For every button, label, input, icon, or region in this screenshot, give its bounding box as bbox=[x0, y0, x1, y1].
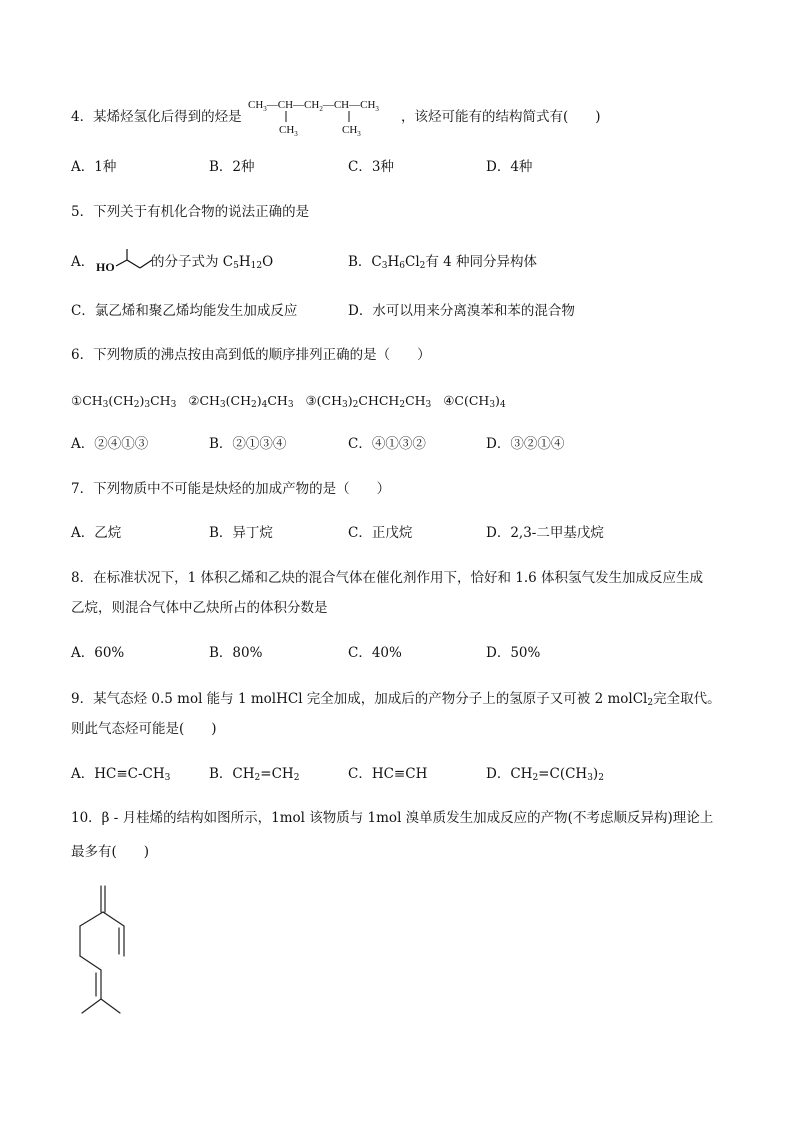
q4-hydrocarbon-formula bbox=[246, 95, 406, 139]
q4-option-d[interactable]: D．4种 bbox=[486, 159, 533, 175]
q5-option-a[interactable]: A． bbox=[71, 254, 95, 270]
q9-option-c[interactable]: C．HC≡CH bbox=[348, 766, 428, 782]
q9-stem-line-1: 9．某气态烃 0.5 mol 能与 1 molHCl 完全加成，加成后的产物分子上的氢原子又可被 2 molCl$_2$完全取代。 bbox=[71, 691, 721, 708]
q8-option-a[interactable]: A．60% bbox=[71, 645, 125, 661]
q6-compound-3: $③(CH_3)_2CHCH_2CH_3$ bbox=[305, 393, 432, 410]
q9-option-a[interactable]: A．$HC\equiv C-CH_3$ bbox=[71, 766, 171, 783]
q6-option-d[interactable]: D．③②①④ bbox=[486, 436, 565, 452]
q10-stem-line-2: 最多有( ) bbox=[71, 844, 150, 860]
q4-stem-before: 4．某烯烃氢化后得到的烃是 bbox=[71, 109, 242, 125]
q5-option-b[interactable]: B．$C_3H_6Cl_2$有 4 种同分异构体 bbox=[348, 254, 538, 271]
q7-stem: 7．下列物质中不可能是炔烃的加成产物的是（ ） bbox=[71, 481, 391, 497]
q6-compound-1: $①CH_3(CH_2)_3CH_3$ bbox=[71, 393, 177, 410]
q4-option-b[interactable]: B．2种 bbox=[209, 159, 255, 175]
svg-text:CH3—CH—CH2—CH—CH3: $CH_3—CH—CH_2—CH—CH_3$ bbox=[248, 99, 379, 113]
q8-option-c[interactable]: C．40% bbox=[348, 645, 402, 661]
q4-stem-after: ，该烃可能有的结构简式有( ) bbox=[401, 109, 601, 125]
q10-stem-line-1: 10．β - 月桂烯的结构如图所示，1mol 该物质与 1mol 溴单质发生加成反应的产物(不考虑顺反异构)理论上 bbox=[71, 810, 714, 826]
q4-stem bbox=[71, 107, 242, 127]
q4-option-c[interactable]: C．3种 bbox=[348, 159, 394, 175]
q9-option-b[interactable]: B．$CH_2=CH_2$ bbox=[209, 766, 300, 783]
q4-branch-2: $CH_3$ bbox=[342, 124, 361, 138]
q6-stem: 6．下列物质的沸点按由高到低的顺序排列正确的是（ ） bbox=[71, 347, 431, 363]
q7-option-b[interactable]: B．异丁烷 bbox=[209, 525, 273, 541]
q5-option-c[interactable]: C．氯乙烯和聚乙烯均能发生加成反应 bbox=[71, 303, 298, 319]
q4-option-a[interactable]: A．1种 bbox=[71, 159, 117, 175]
svg-text:HO: HO bbox=[96, 260, 115, 274]
q6-option-b[interactable]: B．②①③④ bbox=[209, 436, 287, 452]
q5-alcohol-skeleton-structure bbox=[94, 248, 154, 278]
q6-compound-2: $②CH_3(CH_2)_4CH_3$ bbox=[188, 393, 294, 410]
q8-stem-line-2: 乙烷，则混合气体中乙炔所占的体积分数是 bbox=[71, 600, 328, 616]
q9-option-d[interactable]: D．$CH_2=C(CH_3)_2$ bbox=[486, 766, 604, 783]
q7-option-d[interactable]: D．2,3-二甲基戊烷 bbox=[486, 525, 604, 541]
q8-option-d[interactable]: D．50% bbox=[486, 645, 541, 661]
q5-option-d[interactable]: D．水可以用来分离溴苯和苯的混合物 bbox=[348, 303, 575, 319]
beta-myrcene-skeletal-structure bbox=[70, 882, 160, 1022]
q5-option-a-text: 的分子式为 $C_5H_{12}O$ bbox=[151, 254, 274, 271]
q6-option-a[interactable]: A．②④①③ bbox=[71, 436, 149, 452]
q6-compound-list bbox=[71, 391, 506, 411]
q8-stem-line-1: 8．在标准状况下，1 体积乙烯和乙炔的混合气体在催化剂作用下，恰好和 1.6 体积氢气发生加成反应生成 bbox=[71, 570, 704, 586]
q7-option-c[interactable]: C．正戊烷 bbox=[348, 525, 413, 541]
q5-stem: 5．下列关于有机化合物的说法正确的是 bbox=[71, 204, 310, 220]
q6-compound-4: $④C(CH_3)_4$ bbox=[443, 393, 506, 410]
q4-branch-1: $CH_3$ bbox=[279, 124, 298, 138]
q9-stem-line-2: 则此气态烃可能是( ) bbox=[71, 721, 217, 737]
q6-option-c[interactable]: C．④①③② bbox=[348, 436, 426, 452]
q8-option-b[interactable]: B．80% bbox=[209, 645, 263, 661]
q7-option-a[interactable]: A．乙烷 bbox=[71, 525, 122, 541]
